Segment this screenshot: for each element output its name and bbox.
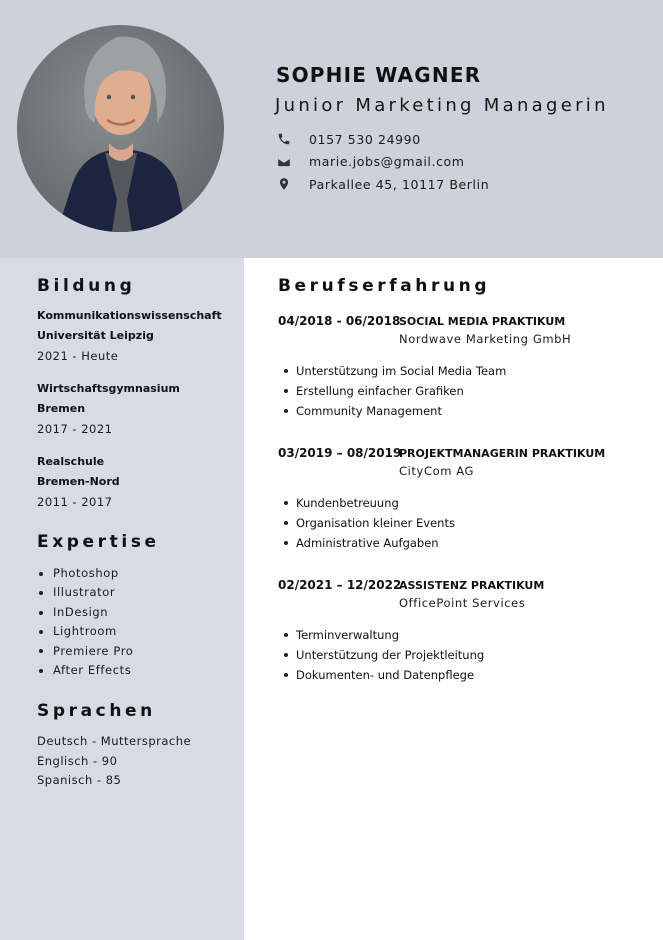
skill-label: Premiere Pro [53, 643, 134, 658]
task-label: Organisation kleiner Events [296, 516, 455, 530]
task-label: Terminverwaltung [296, 628, 400, 642]
task-label: Dokumenten- und Datenpflege [296, 668, 475, 682]
portrait-image [17, 25, 224, 232]
bullet-icon [39, 611, 43, 615]
sidebar [0, 258, 244, 940]
contact-email [277, 151, 489, 174]
phone-icon [277, 132, 291, 146]
education-school: Bremen [37, 402, 86, 415]
bullet-icon [284, 673, 288, 677]
job-company: CityCom AG [399, 464, 475, 478]
task-label: Unterstützung der Projektleitung [296, 648, 485, 662]
skill-item [37, 642, 237, 661]
email-address[interactable]: marie.jobs@gmail.com [309, 154, 465, 170]
contact-phone [277, 128, 489, 151]
education-years: 2021 - Heute [37, 349, 119, 363]
postal-address: Parkallee 45, 10117 Berlin [309, 176, 490, 192]
task-item [278, 665, 658, 685]
skill-item [37, 583, 237, 602]
job-company: OfficePoint Services [399, 596, 526, 610]
job-tasks [278, 625, 658, 685]
job-tasks [278, 361, 658, 421]
candidate-name: SOPHIE WAGNER [276, 63, 482, 87]
job-company: Nordwave Marketing GmbH [399, 332, 572, 346]
job-entry [278, 446, 658, 553]
language-item: Englisch - 90 [37, 753, 118, 768]
education-field: Wirtschaftsgymnasium [37, 382, 180, 395]
job-dates: 04/2018 - 06/2018 [278, 314, 401, 328]
skill-label: Illustrator [53, 585, 116, 600]
bullet-icon [39, 669, 43, 673]
education-school: Universität Leipzig [37, 329, 154, 342]
education-list [37, 306, 237, 512]
bullet-icon [284, 633, 288, 637]
bullet-icon [39, 649, 43, 653]
skill-label: Photoshop [53, 566, 119, 580]
task-item [278, 381, 658, 401]
bullet-icon [284, 653, 288, 657]
bullet-icon [39, 630, 43, 634]
map-pin-icon [277, 177, 291, 191]
languages-heading: Sprachen [37, 701, 156, 722]
education-item [37, 306, 237, 366]
education-school: Bremen-Nord [37, 475, 120, 488]
language-item: Spanisch - 85 [37, 773, 122, 788]
job-role: SOCIAL MEDIA PRAKTIKUM [399, 315, 566, 328]
job-role: PROJEKTMANAGERIN PRAKTIKUM [399, 447, 606, 460]
education-field: Realschule [37, 455, 105, 468]
task-item [278, 645, 658, 665]
bullet-icon [284, 501, 288, 505]
task-label: Administrative Aufgaben [296, 536, 439, 550]
envelope-icon [277, 155, 291, 169]
candidate-title: Junior Marketing Managerin [275, 95, 609, 116]
education-years: 2017 - 2021 [37, 422, 113, 436]
profile-photo [17, 25, 224, 232]
task-item [278, 533, 658, 553]
expertise-list [37, 564, 237, 680]
job-dates: 03/2019 – 08/2019 [278, 446, 402, 460]
expertise-heading: Expertise [37, 532, 160, 552]
skill-item [37, 661, 237, 680]
skill-label: Lightroom [53, 624, 117, 639]
bullet-icon [284, 369, 288, 373]
language-item: Deutsch - Muttersprache [37, 734, 192, 749]
languages-list [37, 732, 237, 791]
header [0, 0, 663, 258]
contact-address [277, 173, 489, 196]
education-item [37, 379, 237, 439]
education-item [37, 452, 237, 512]
education-field: Kommunikationswissenschaft [37, 309, 222, 322]
task-label: Unterstützung im Social Media Team [296, 364, 507, 378]
task-item [278, 625, 658, 645]
task-item [278, 361, 658, 381]
task-item [278, 493, 658, 513]
task-label: Erstellung einfacher Grafiken [296, 384, 464, 398]
bullet-icon [284, 521, 288, 525]
task-item [278, 401, 658, 421]
main-content [244, 258, 663, 940]
job-entry [278, 314, 658, 421]
job-role: ASSISTENZ PRAKTIKUM [399, 579, 545, 592]
task-label: Kundenbetreuung [296, 496, 399, 510]
education-heading: Bildung [37, 276, 136, 296]
skill-item [37, 564, 237, 583]
skill-item [37, 603, 237, 622]
contact-list [277, 128, 489, 196]
bullet-icon [39, 591, 43, 595]
phone-number[interactable]: 0157 530 24990 [309, 131, 421, 147]
bullet-icon [284, 409, 288, 413]
bullet-icon [39, 572, 43, 576]
job-tasks [278, 493, 658, 553]
skill-label: After Effects [53, 663, 132, 678]
education-years: 2011 - 2017 [37, 495, 113, 509]
job-entry [278, 578, 658, 685]
skill-label: InDesign [53, 604, 109, 619]
task-item [278, 513, 658, 533]
job-dates: 02/2021 – 12/2022 [278, 578, 402, 592]
bullet-icon [284, 541, 288, 545]
bullet-icon [284, 389, 288, 393]
experience-heading: Berufserfahrung [278, 276, 491, 296]
task-label: Community Management [296, 404, 442, 418]
skill-item [37, 622, 237, 641]
